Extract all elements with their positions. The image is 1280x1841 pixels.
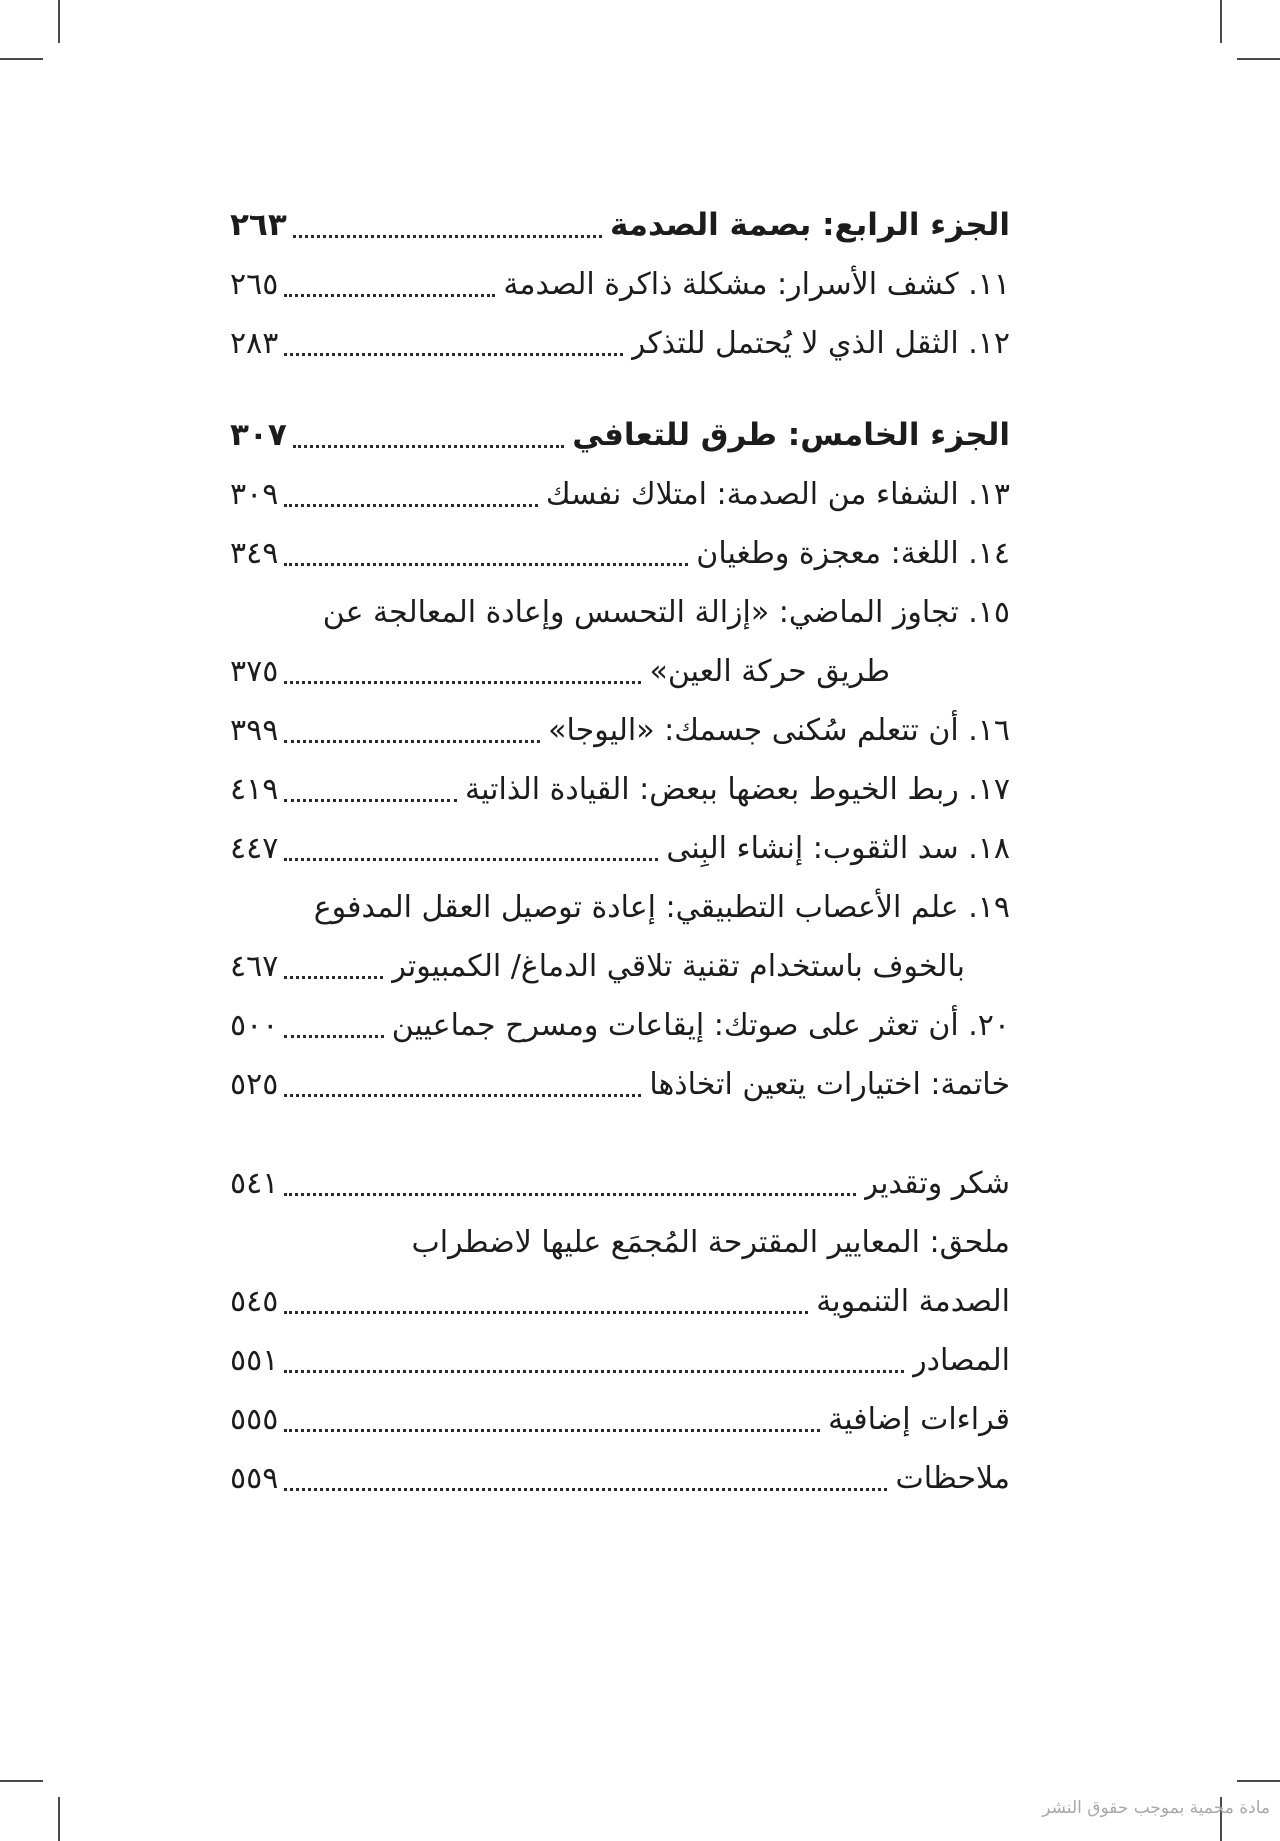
toc-entry: [230, 701, 1010, 760]
dot-leader: [284, 681, 641, 684]
toc-list: [230, 196, 1010, 1508]
toc-entry: [230, 406, 1010, 465]
entry-title: ١٧. ربط الخيوط بعضها ببعض: القيادة الذاتية: [465, 772, 1010, 807]
toc-entry: [230, 1154, 1010, 1213]
entry-page-number: ٤٦٧: [230, 949, 279, 984]
entry-title: بالخوف باستخدام تقنية تلاقي الدماغ/ الكمبيوتر: [391, 949, 965, 984]
toc-entry: [230, 314, 1010, 373]
toc-entry: [230, 1213, 1010, 1272]
dot-leader: [284, 740, 540, 743]
entry-title: الجزء الرابع: بصمة الصدمة: [610, 207, 1010, 243]
toc-entry: [230, 1272, 1010, 1331]
toc-entry: [230, 524, 1010, 583]
crop-mark-top-left-horizontal: [0, 58, 43, 60]
toc-section-gap: [230, 1114, 1010, 1154]
crop-mark-top-right-vertical: [1220, 0, 1222, 43]
dot-leader: [284, 294, 495, 297]
dot-leader: [293, 235, 602, 238]
entry-title: ١٢. الثقل الذي لا يُحتمل للتذكر: [630, 326, 1010, 361]
dot-leader: [284, 504, 537, 507]
entry-title: ١١. كشف الأسرار: مشكلة ذاكرة الصدمة: [503, 267, 1010, 302]
dot-leader: [284, 563, 688, 566]
crop-mark-bottom-left-horizontal: [0, 1780, 43, 1782]
entry-page-number: ٥٥٩: [230, 1461, 279, 1496]
entry-page-number: ٣٠٩: [230, 477, 279, 512]
entry-page-number: ٣٤٩: [230, 536, 279, 571]
entry-page-number: ٥٤٥: [230, 1284, 279, 1319]
toc-entry: [230, 583, 1010, 642]
entry-title: خاتمة: اختيارات يتعين اتخاذها: [649, 1067, 1010, 1102]
entry-title: قراءات إضافية: [828, 1402, 1010, 1437]
entry-page-number: ٤٤٧: [230, 831, 279, 866]
toc-section-gap: [230, 373, 1010, 406]
entry-page-number: ٥٢٥: [230, 1067, 279, 1102]
dot-leader: [284, 976, 383, 979]
crop-mark-top-right-horizontal: [1237, 58, 1280, 60]
toc-entry: [230, 196, 1010, 255]
crop-mark-bottom-left-vertical: [58, 1797, 60, 1841]
copyright-watermark: مادة محمية بموجب حقوق النشر: [1042, 1798, 1270, 1818]
dot-leader: [284, 799, 457, 802]
entry-title: المصادر: [912, 1343, 1010, 1378]
entry-page-number: ٣٠٧: [230, 417, 287, 453]
entry-title: ١٤. اللغة: معجزة وطغيان: [696, 536, 1010, 571]
entry-page-number: ٣٩٩: [230, 713, 279, 748]
toc-entry: [230, 760, 1010, 819]
entry-title: ١٩. علم الأعصاب التطبيقي: إعادة توصيل العقل المدفوع: [313, 890, 1010, 925]
entry-page-number: ٥٤١: [230, 1166, 279, 1201]
dot-leader: [284, 1429, 820, 1432]
crop-mark-bottom-right-horizontal: [1237, 1780, 1280, 1782]
dot-leader: [284, 1035, 383, 1038]
crop-mark-top-left-vertical: [58, 0, 60, 43]
dot-leader: [284, 858, 658, 861]
dot-leader: [284, 1193, 855, 1196]
toc-entry: [230, 1390, 1010, 1449]
entry-page-number: ٢٦٥: [230, 267, 279, 302]
toc-entry: [230, 465, 1010, 524]
entry-page-number: ٤١٩: [230, 772, 279, 807]
entry-title: ١٦. أن تتعلم سُكنى جسمك: «اليوجا»: [548, 713, 1010, 748]
toc-entry: [230, 996, 1010, 1055]
entry-title: ٢٠. أن تعثر على صوتك: إيقاعات ومسرح جماعيين: [391, 1008, 1010, 1043]
toc-entry: [230, 1449, 1010, 1508]
entry-title: طريق حركة العين»: [649, 654, 890, 689]
entry-title: ملحق: المعايير المقترحة المُجمَع عليها لاضطراب: [411, 1225, 1010, 1260]
toc-entry: [230, 642, 1010, 701]
entry-page-number: ٥٠٠: [230, 1008, 279, 1043]
toc-entry: [230, 937, 1010, 996]
entry-page-number: ٥٥١: [230, 1343, 279, 1378]
entry-title: ١٨. سد الثقوب: إنشاء البِنى: [666, 831, 1010, 866]
entry-page-number: ٥٥٥: [230, 1402, 279, 1437]
dot-leader: [284, 1488, 887, 1491]
entry-page-number: ٢٦٣: [230, 207, 287, 243]
dot-leader: [284, 1370, 904, 1373]
dot-leader: [284, 1311, 808, 1314]
toc-entry: [230, 878, 1010, 937]
entry-title: ملاحظات: [895, 1461, 1010, 1496]
toc-entry: [230, 819, 1010, 878]
entry-page-number: ٣٧٥: [230, 654, 279, 689]
dot-leader: [284, 353, 622, 356]
entry-title: ١٣. الشفاء من الصدمة: امتلاك نفسك: [545, 477, 1010, 512]
entry-title: شكر وتقدير: [863, 1166, 1010, 1201]
entry-title: الصدمة التنموية: [816, 1284, 1010, 1319]
toc-entry: [230, 255, 1010, 314]
toc-entry: [230, 1331, 1010, 1390]
entry-title: الجزء الخامس: طرق للتعافي: [572, 417, 1010, 453]
toc-entry: [230, 1055, 1010, 1114]
entry-title: ١٥. تجاوز الماضي: «إزالة التحسس وإعادة المعالجة عن: [322, 595, 1010, 630]
entry-page-number: ٢٨٣: [230, 326, 279, 361]
dot-leader: [293, 445, 565, 448]
dot-leader: [284, 1094, 641, 1097]
